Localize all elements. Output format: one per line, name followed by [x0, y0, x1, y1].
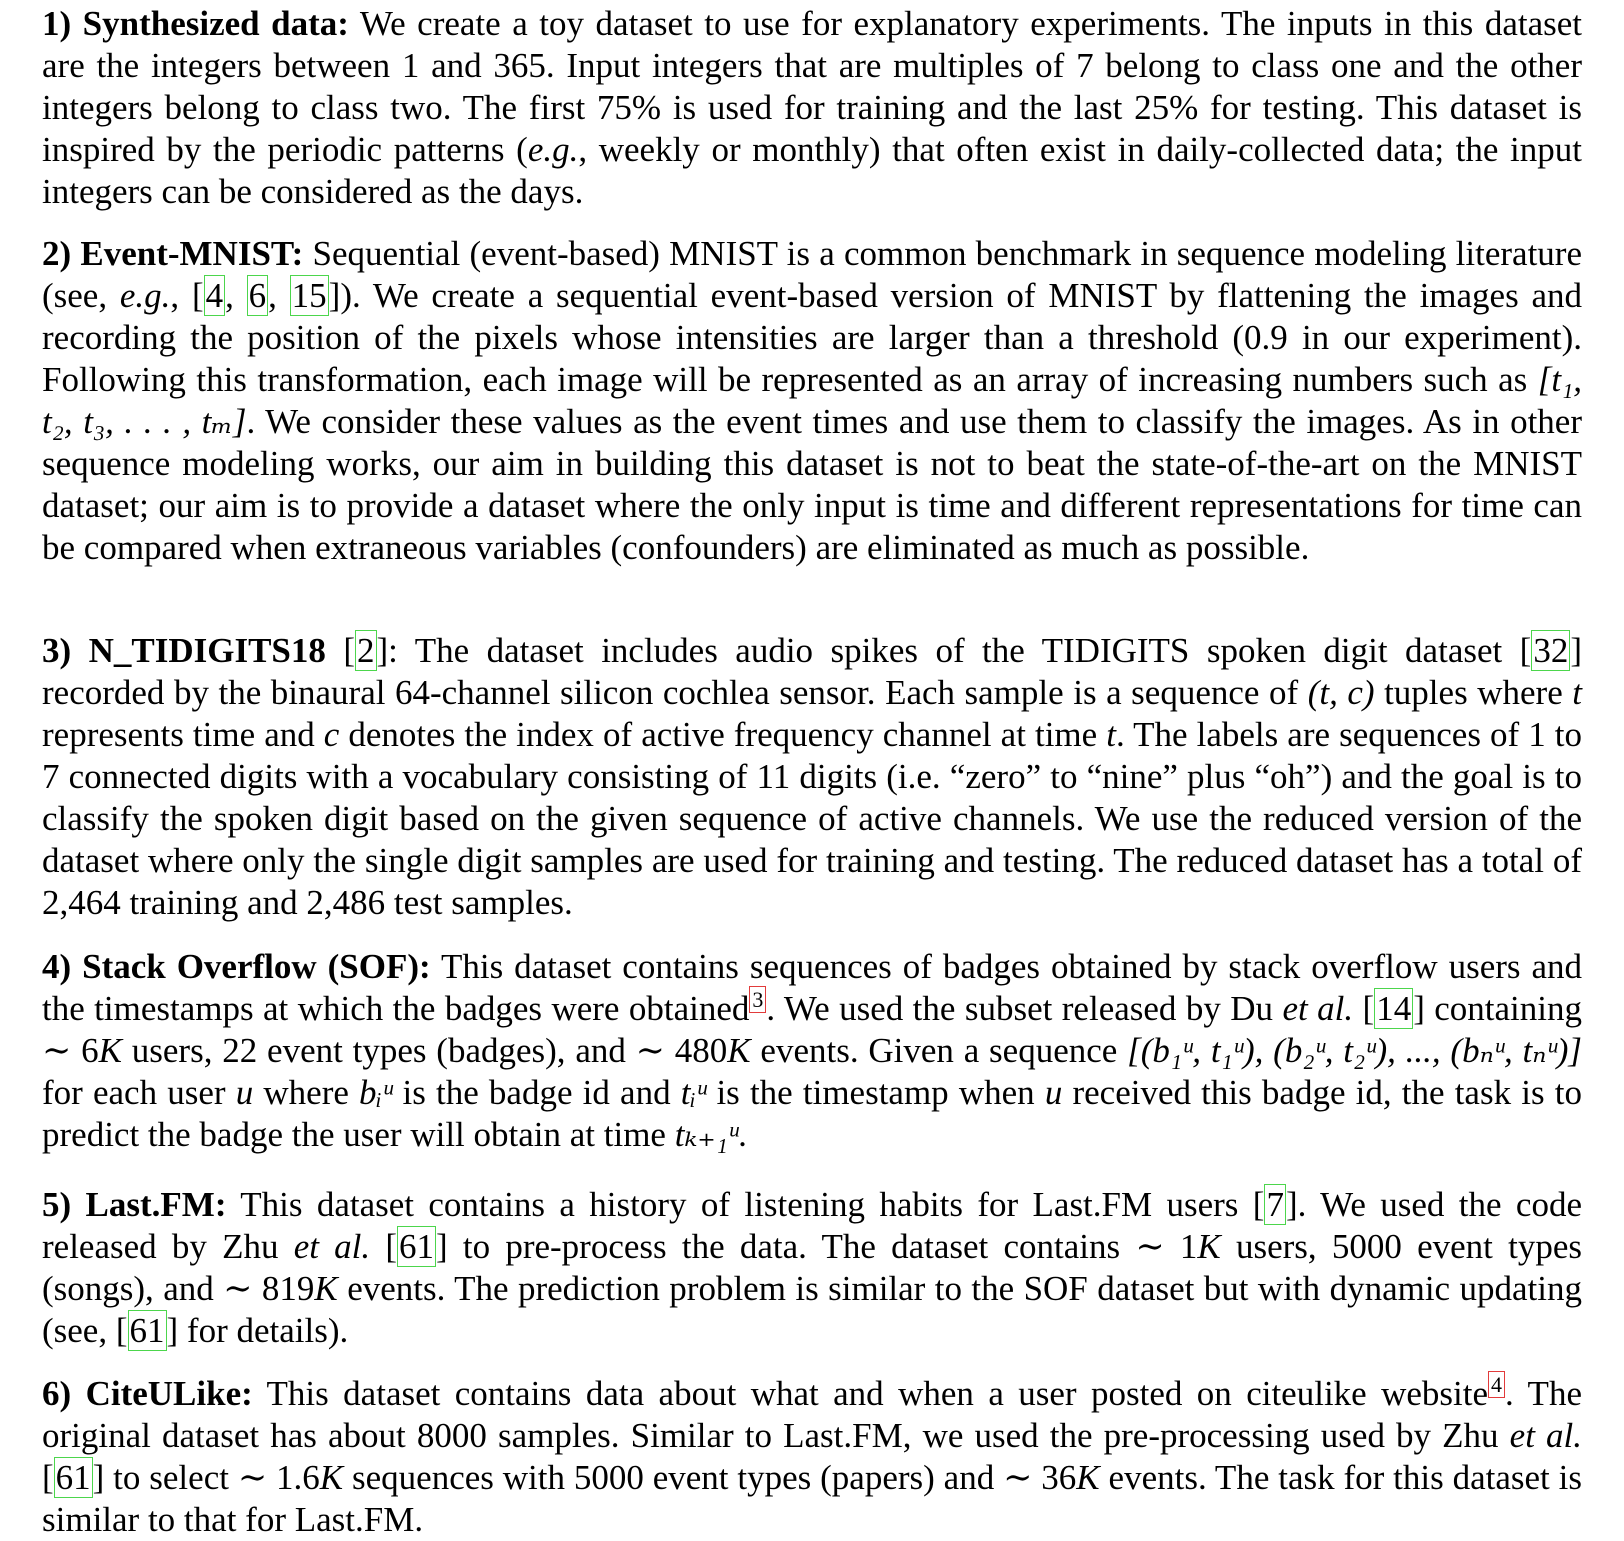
- citation-link[interactable]: 4: [205, 276, 224, 315]
- section-body: users, 5000 event types (songs), and ∼ 819: [42, 1227, 1582, 1308]
- section-body: We create a toy dataset to use for explanatory experiments. The inputs in this dataset are the integers between 1 and 365. Input integers that are multiples of 7 belong to class one and the other integers belong to class two. The first 75% is used for training and the last 25% for testing. This dataset is inspired by the periodic patterns (: [42, 4, 1583, 169]
- section-body: This dataset contains data about what and when a user posted on citeulike website: [266, 1374, 1489, 1413]
- section-heading: 2) Event-MNIST:: [42, 234, 304, 273]
- footnote-link[interactable]: 4: [1488, 1371, 1505, 1398]
- citation-link[interactable]: 14: [1376, 989, 1412, 1028]
- section-lastfm: 5) Last.FM: This dataset contains a history of listening habits for Last.FM users [7]. We used the code released by Zhu et al. [61] to pre-process the data. The dataset contains ∼ 1K users, 5000 event types (songs), and ∼ 819K events. The prediction problem is similar to the SOF dataset but with dynamic updating (see, [61] for details).: [42, 1185, 1582, 1350]
- section-body: where: [253, 1073, 360, 1112]
- math-next-time: tₖ₊₁ᵘ: [674, 1115, 739, 1154]
- math-k: K: [1197, 1227, 1221, 1266]
- section-body: , [: [170, 276, 204, 315]
- section-heading: 6) CiteULike:: [42, 1374, 253, 1413]
- section-body: ] for details).: [166, 1311, 349, 1350]
- citation-link[interactable]: 61: [55, 1458, 91, 1497]
- math-badge-sequence: [(b₁ᵘ, t₁ᵘ), (b₂ᵘ, t₂ᵘ), ..., (bₙᵘ, tₙᵘ)]: [1127, 1031, 1582, 1070]
- citation-link[interactable]: 15: [291, 276, 327, 315]
- section-body: ] recorded by the binaural 64-channel silicon cochlea sensor. Each sample is a sequence of: [42, 631, 1582, 712]
- math-timestamp: tᵢᵘ: [680, 1073, 707, 1112]
- citation-link[interactable]: 61: [399, 1227, 435, 1266]
- eg-abbrev: e.g.: [527, 130, 579, 169]
- section-body: users, 22 event types (badges), and ∼ 480: [121, 1031, 728, 1070]
- footnote-link[interactable]: 3: [749, 986, 766, 1013]
- section-body: containing ∼ 6: [42, 989, 1583, 1070]
- section-body: ]. We used the code released by Zhu: [42, 1185, 1582, 1266]
- section-body: Sequential (event-based) MNIST is a common benchmark in sequence modeling literature (see,: [42, 234, 1582, 315]
- math-t: t: [1106, 715, 1116, 754]
- etal-abbrev: et al.: [293, 1227, 371, 1266]
- citation-link[interactable]: 32: [1533, 631, 1569, 670]
- section-body: events. The task for this dataset is similar to that for Last.FM.: [42, 1458, 1582, 1539]
- math-sequence: [t₁, t₂, t₃, . . . , tₘ]: [42, 360, 1582, 441]
- section-body: . The labels are sequences of 1 to 7 connected digits with a vocabulary consisting of 11 digits (i.e. “zero” to “nine” plus “oh”) and the goal is to classify the spoken digit based on the given sequence of active channels. We use the reduced version of the dataset where only the single digit samples are used for training and testing. The reduced dataset has a total of 2,464 training and 2,486 test samples.: [42, 715, 1583, 922]
- citation-link[interactable]: 7: [1266, 1185, 1284, 1224]
- section-body: received this badge id, the task is to predict the badge the user will obtain at time: [42, 1073, 1582, 1154]
- section-body: sequences with 5000 event types (papers) and ∼ 36: [343, 1458, 1077, 1497]
- section-body: : The dataset includes audio spikes of the TIDIGITS spoken digit dataset [: [388, 631, 1532, 670]
- citation-link[interactable]: 61: [129, 1311, 165, 1350]
- math-k: K: [314, 1269, 338, 1308]
- section-stack-overflow: 4) Stack Overflow (SOF): This dataset contains sequences of badges obtained by stack overflow users and the timestamps at which the badges were obtained $^3$. We used the subset released by Du et al. [14] containing ∼ 6K users, 22 event types (badges), and ∼ 480K events. Given a sequence [(b₁ᵘ, t₁ᵘ), (b₂ᵘ, t₂ᵘ), ..., (bₙᵘ, tₙᵘ)] for each user u where bᵢᵘ is the badge id and tᵢᵘ is the timestamp when u received this badge id, the task is to predict the badge the user will obtain at time tₖ₊₁ᵘ.: [42, 947, 1583, 1154]
- section-body: .: [738, 1115, 747, 1154]
- math-k: K: [727, 1031, 751, 1070]
- math-c: c: [323, 715, 340, 754]
- math-tuple: (t, c): [1307, 673, 1375, 712]
- section-body: denotes the index of active frequency channel at time: [339, 715, 1107, 754]
- section-body: to select ∼ 1.6: [104, 1458, 320, 1497]
- math-u: u: [235, 1073, 254, 1112]
- section-heading: 1) Synthesized data:: [42, 4, 349, 43]
- section-body: is the timestamp when: [706, 1073, 1045, 1112]
- math-k: K: [1076, 1458, 1100, 1497]
- section-body: This dataset contains sequences of badges obtained by stack overflow users and the timestamps at which the badges were obtained: [42, 947, 1582, 1028]
- section-event-mnist: 2) Event-MNIST: Sequential (event-based) MNIST is a common benchmark in sequence modeling literature (see, e.g., [4, 6, 15]). We create a sequential event-based version of MNIST by flattening the images and recording the position of the pixels whose intensities are larger than a threshold (0.9 in our experiment). Following this transformation, each image will be represented as an array of increasing numbers such as [t₁, t₂, t₃, . . . , tₘ]. We consider these values as the event times and use them to classify the images. As in other sequence modeling works, our aim in building this dataset is not to beat the state-of-the-art on the MNIST dataset; our aim is to provide a dataset where the only input is time and different representations for time can be compared when extraneous variables (confounders) are eliminated as much as possible.: [42, 234, 1583, 567]
- section-heading: 4) Stack Overflow (SOF):: [42, 947, 431, 986]
- section-body: is the badge id and: [392, 1073, 681, 1112]
- section-body: for each user: [42, 1073, 236, 1112]
- section-synthesized-data: [42, 3, 1582, 213]
- section-body: events. The prediction problem is similar to the SOF dataset but with dynamic updating (see, [: [42, 1269, 1582, 1350]
- section-body: events. Given a sequence: [750, 1031, 1128, 1070]
- section-body: , weekly or monthly) that often exist in daily-collected data; the input integers can be considered as the days.: [42, 130, 1583, 211]
- citation-link[interactable]: 2: [357, 631, 375, 670]
- section-body: . The original dataset has about 8000 samples. Similar to Last.FM, we used the pre-processing used by Zhu: [42, 1374, 1582, 1455]
- section-heading: 5) Last.FM:: [42, 1185, 227, 1224]
- etal-abbrev: et al.: [1282, 989, 1354, 1028]
- etal-abbrev: et al.: [1509, 1416, 1583, 1455]
- section-heading: 3) N_TIDIGITS18: [42, 631, 326, 670]
- section-body: . We used the subset released by Du: [766, 989, 1283, 1028]
- section-body: This dataset contains a history of listening habits for Last.FM users [: [240, 1185, 1265, 1224]
- section-n-tidigits18: 3) N_TIDIGITS18 [2]: The dataset includes audio spikes of the TIDIGITS spoken digit dataset [32] recorded by the binaural 64-channel silicon cochlea sensor. Each sample is a sequence of (t, c) tuples where t represents time and c denotes the index of active frequency channel at time t. The labels are sequences of 1 to 7 connected digits with a vocabulary consisting of 11 digits (i.e. “zero” to “nine” plus “oh”) and the goal is to classify the spoken digit based on the given sequence of active channels. We use the reduced version of the dataset where only the single digit samples are used for training and testing. The reduced dataset has a total of 2,464 training and 2,486 test samples.: [42, 631, 1583, 922]
- math-t: t: [1572, 673, 1582, 712]
- section-citeulike: 6) CiteULike: This dataset contains data about what and when a user posted on citeulike website $^4$. The original dataset has about 8000 samples. Similar to Last.FM, we used the pre-processing used by Zhu et al. [61] to select ∼ 1.6K sequences with 5000 event types (papers) and ∼ 36K events. The task for this dataset is similar to that for Last.FM.: [42, 1372, 1583, 1539]
- math-u: u: [1044, 1073, 1063, 1112]
- section-body: represents time and: [42, 715, 324, 754]
- section-body: tuples where: [1374, 673, 1573, 712]
- eg-abbrev: e.g.: [119, 276, 171, 315]
- section-body: ]). We create a sequential event-based version of MNIST by flattening the images and recording the position of the pixels whose intensities are larger than a threshold (0.9 in our experiment). Following this transformation, each image will be represented as an array of increasing numbers such as: [42, 276, 1583, 399]
- math-badge-id: bᵢᵘ: [359, 1073, 393, 1112]
- math-k: K: [98, 1031, 122, 1070]
- citation-link[interactable]: 6: [248, 276, 267, 315]
- math-k: K: [319, 1458, 344, 1497]
- section-body: . We consider these values as the event times and use them to classify the images. As in other sequence modeling works, our aim in building this dataset is not to beat the state-of-the-art on the MNIST dataset; our aim is to provide a dataset where the only input is time and different representations for time can be compared when extraneous variables (confounders) are eliminated as much as possible.: [42, 402, 1582, 567]
- section-body: to pre-process the data. The dataset contains ∼ 1: [447, 1227, 1198, 1266]
